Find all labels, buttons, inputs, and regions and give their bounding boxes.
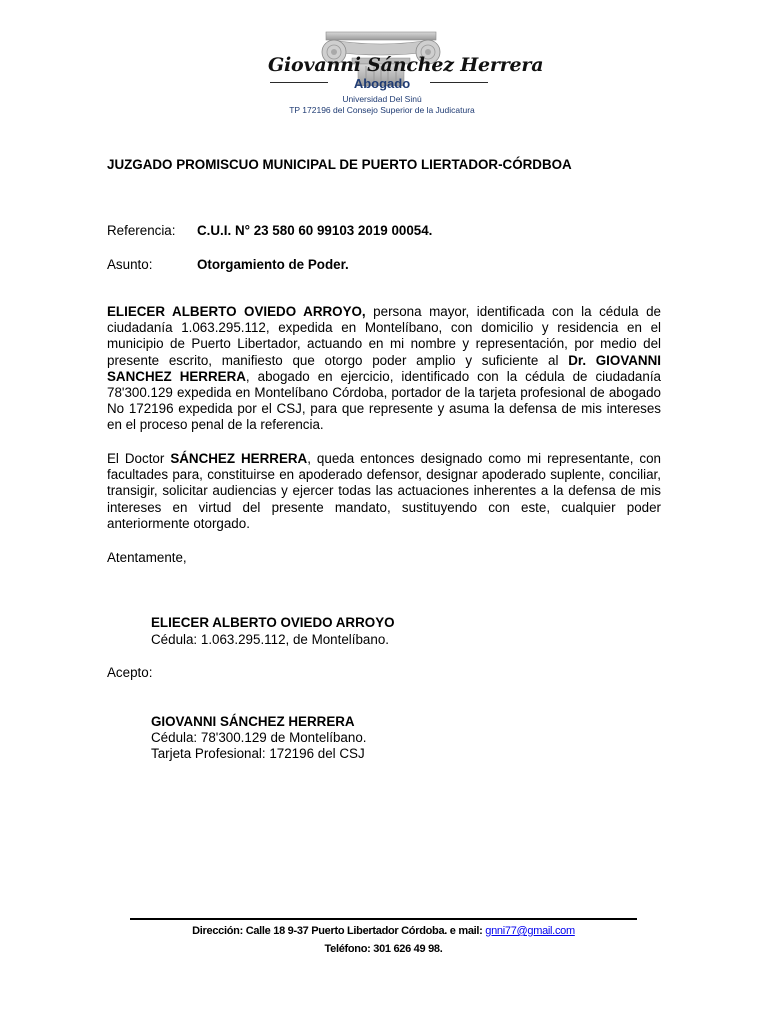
- paragraph-1-text-b: , abogado en ejercicio, identificado con la cédula de ciudadanía 78'300.129 expedida en Montelíbano Córdoba, portador de la tarjeta profesional de abogado No 172196 expedida por el CSJ, para que represente y asuma la defensa de mis intereses en el proceso penal de la referencia.: [107, 368, 661, 433]
- grantor-signature-id: Cédula: 1.063.295.112, de Montelíbano.: [151, 632, 389, 647]
- attorney-signature-id: Cédula: 78'300.129 de Montelíbano.: [151, 730, 367, 745]
- paragraph-1-text-a: persona mayor, identificada con la cédula de ciudadanía 1.063.295.112, expedida en Montelíbano, con domicilio y residencia en el municipio de Puerto Libertador, actuando en mi nombre y representación, por medio del presente escrito, manifiesto que otorgo poder amplio y suficiente al: [107, 304, 661, 368]
- footer-phone: Teléfono: 301 626 49 98.: [324, 943, 443, 955]
- paragraph-2-text-a: El Doctor: [107, 451, 171, 466]
- reference-label: Referencia:: [107, 223, 176, 238]
- paragraph-powers: [107, 451, 661, 532]
- attorney-signature-name: GIOVANNI SÁNCHEZ HERRERA: [151, 714, 355, 729]
- letterhead-rule-right: [430, 82, 488, 83]
- grantor-signature-name: ELIECER ALBERTO OVIEDO ARROYO: [151, 615, 395, 630]
- footer-address-text: Dirección: Calle 18 9-37 Puerto Libertador Córdoba. e mail:: [192, 925, 486, 937]
- footer-email-link[interactable]: gnni77@gmail.com: [485, 925, 575, 937]
- attorney-surname: SÁNCHEZ HERRERA: [170, 451, 308, 466]
- letterhead-university: Universidad Del Sinú: [342, 94, 422, 104]
- subject-value: Otorgamiento de Poder.: [197, 257, 349, 272]
- footer-address: [130, 925, 637, 937]
- footer-rule: [130, 918, 637, 920]
- court-heading: JUZGADO PROMISCUO MUNICIPAL DE PUERTO LIERTADOR-CÓRDBOA: [107, 157, 572, 172]
- paragraph-power-grant: [107, 304, 661, 434]
- letterhead-title: Abogado: [353, 76, 411, 91]
- letterhead-name: Giovanni Sánchez Herrera: [268, 54, 544, 76]
- letterhead-professional-card: TP 172196 del Consejo Superior de la Judicatura: [289, 105, 475, 115]
- reference-value: C.U.I. N° 23 580 60 99103 2019 00054.: [197, 223, 433, 238]
- grantor-name: ELIECER ALBERTO OVIEDO ARROYO,: [107, 304, 366, 319]
- accept-label: Acepto:: [107, 665, 153, 680]
- closing: Atentamente,: [107, 550, 187, 565]
- attorney-signature-card: Tarjeta Profesional: 172196 del CSJ: [151, 746, 365, 761]
- letterhead: [262, 26, 544, 122]
- paragraph-2-text-b: , queda entonces designado como mi representante, con facultades para, constituirse en apoderado defensor, designar apoderado suplente, conciliar, transigir, solicitar audiencias y ejercer todas las actuaciones inherentes a la defensa de mis intereses en virtud del presente mandato, sustituyendo con este, cualquier poder anteriormente otorgado.: [107, 451, 661, 531]
- attorney-name: Dr. GIOVANNI SANCHEZ HERRERA: [107, 352, 661, 384]
- subject-label: Asunto:: [107, 257, 153, 272]
